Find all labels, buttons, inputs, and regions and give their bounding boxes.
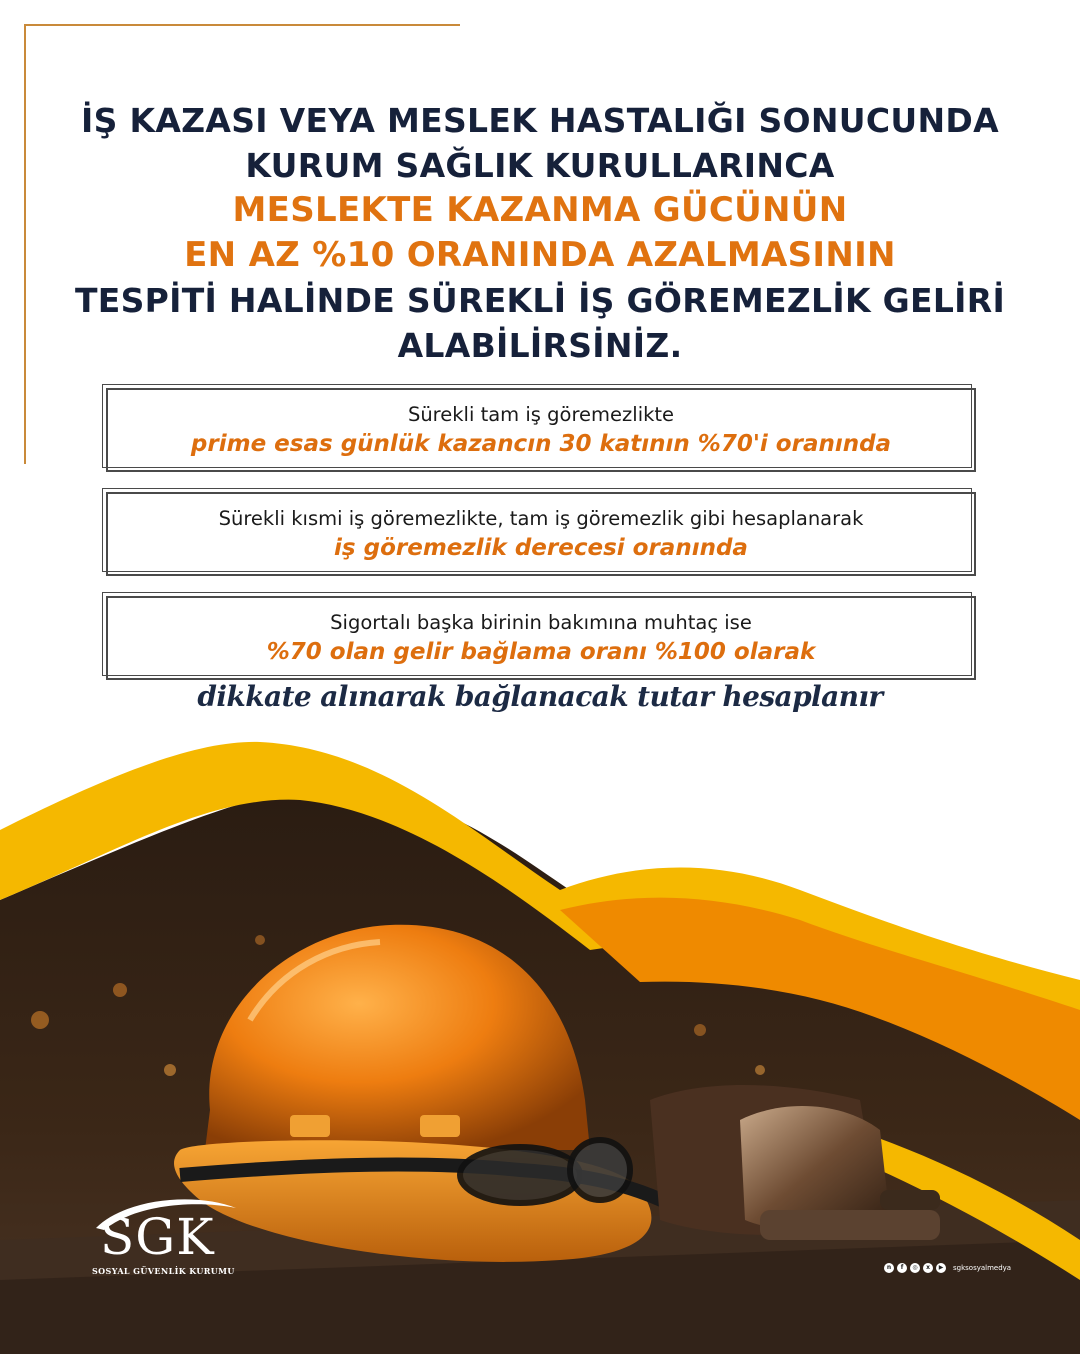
headline-line-6: ALABİLİRSİNİZ. bbox=[397, 326, 683, 365]
nsosyal-icon[interactable]: n bbox=[884, 1263, 894, 1273]
youtube-icon[interactable]: ▶ bbox=[936, 1263, 946, 1273]
logo-subtitle: SOSYAL GÜVENLİK KURUMU bbox=[92, 1266, 235, 1276]
social-handle[interactable]: sgksosyalmedya bbox=[953, 1264, 1012, 1272]
info-box-highlight: prime esas günlük kazancın 30 katının %70'i oranında bbox=[190, 431, 892, 457]
info-box-care-dependency bbox=[106, 596, 976, 680]
info-box-highlight: iş göremezlik derecesi oranında bbox=[334, 535, 748, 561]
facebook-icon[interactable]: f bbox=[897, 1263, 907, 1273]
social-links bbox=[884, 1262, 1011, 1274]
x-icon[interactable]: x bbox=[923, 1263, 933, 1273]
logo-letters: SGK bbox=[100, 1208, 215, 1266]
sgk-logo bbox=[86, 1190, 236, 1280]
headline-line-5: TESPİTİ HALİNDE SÜREKLİ İŞ GÖREMEZLİK GELİRİ bbox=[74, 281, 1006, 320]
calculation-note: dikkate alınarak bağlanacak tutar hesaplanır bbox=[197, 680, 883, 713]
info-box-full-disability bbox=[106, 388, 976, 472]
info-box-partial-disability bbox=[106, 492, 976, 576]
headline-line-4: EN AZ %10 ORANINDA AZALMASININ bbox=[184, 235, 896, 275]
info-box-label: Sürekli tam iş göremezlikte bbox=[407, 403, 675, 426]
headline-line-1: İŞ KAZASI VEYA MESLEK HASTALIĞI SONUCUNDA bbox=[81, 101, 999, 140]
info-box-label: Sürekli kısmi iş göremezlikte, tam iş göremezlik gibi hesaplanarak bbox=[218, 507, 864, 530]
headline bbox=[60, 98, 1020, 368]
headline-line-2: KURUM SAĞLIK KURULLARINCA bbox=[245, 146, 835, 185]
headline-line-3: MESLEKTE KAZANMA GÜCÜNÜN bbox=[232, 190, 848, 230]
instagram-icon[interactable]: ◎ bbox=[910, 1263, 920, 1273]
info-box-highlight: %70 olan gelir bağlama oranı %100 olarak bbox=[266, 639, 816, 665]
corner-line-horizontal bbox=[24, 24, 460, 26]
corner-line-vertical bbox=[24, 24, 26, 464]
info-box-label: Sigortalı başka birinin bakımına muhtaç ise bbox=[330, 611, 752, 634]
